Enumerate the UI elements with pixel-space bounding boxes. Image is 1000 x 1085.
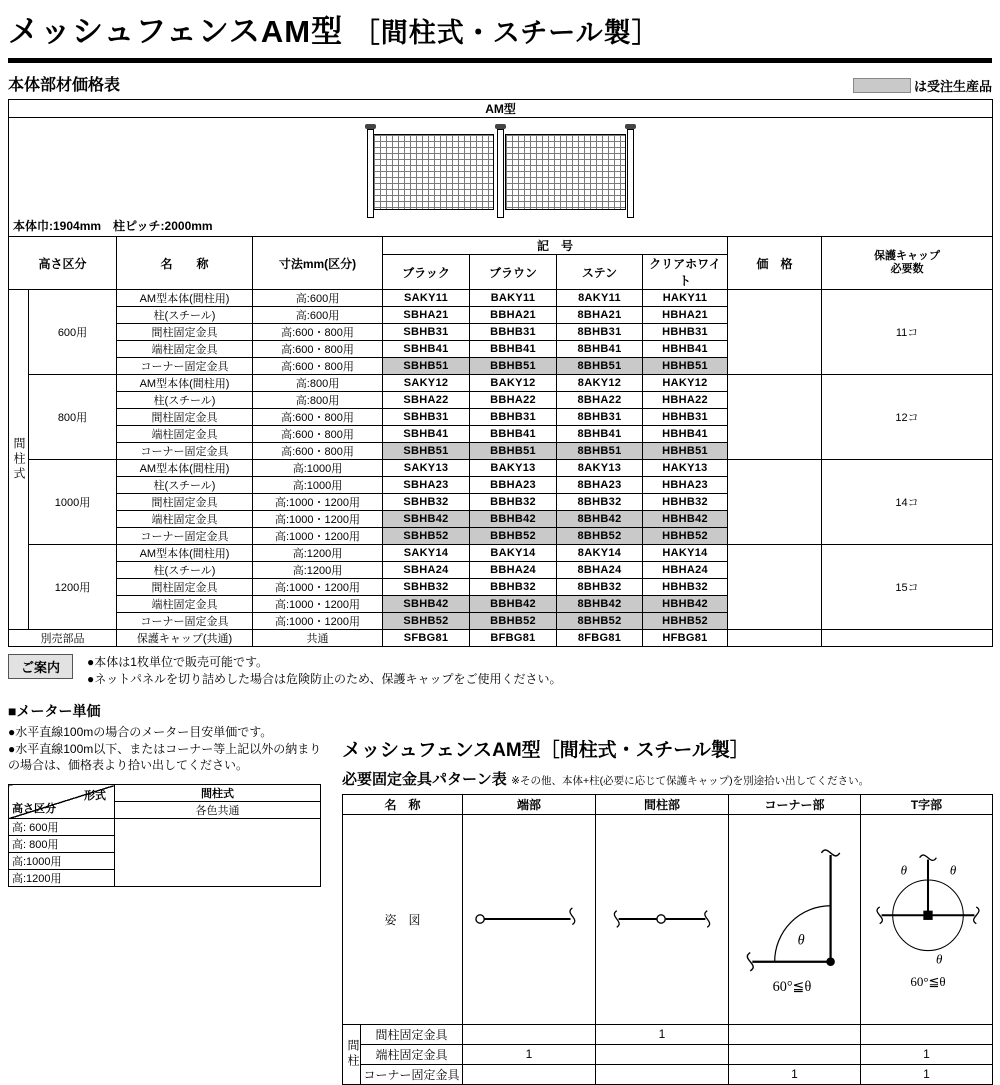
col-height-header: 高さ区分 — [9, 237, 117, 290]
product-code: 8BHA24 — [557, 562, 643, 579]
product-code: BBHB41 — [470, 341, 557, 358]
meter-price-cell — [115, 819, 321, 887]
product-code: SBHA23 — [383, 477, 470, 494]
col-name-header: 名 称 — [117, 237, 253, 290]
corner-part-diagram-cell — [729, 814, 861, 1024]
meter-diagonal-header — [9, 785, 115, 819]
product-code: BBHB42 — [470, 596, 557, 613]
part-size: 高:600・800用 — [253, 409, 383, 426]
part-size: 高:600・800用 — [253, 324, 383, 341]
product-code: 8AKY14 — [557, 545, 643, 562]
product-code: HBHA21 — [643, 307, 728, 324]
angle-constraint-label: 60°≦θ — [910, 974, 946, 990]
theta-label: θ — [949, 862, 957, 878]
part-name: AM型本体(間柱用) — [117, 290, 253, 307]
part-size: 共通 — [253, 630, 383, 647]
part-name: 柱(スチール) — [117, 392, 253, 409]
product-code: SAKY13 — [383, 460, 470, 477]
height-category: 1200用 — [29, 545, 117, 630]
part-size: 高:600・800用 — [253, 358, 383, 375]
part-size: 高:1000用 — [253, 477, 383, 494]
meter-table — [8, 784, 321, 887]
part-size: 高:600用 — [253, 307, 383, 324]
col-price-header: 価 格 — [728, 237, 822, 290]
bottom-section — [8, 701, 992, 1085]
pattern-part-name: 端柱固定金具 — [361, 1044, 463, 1064]
product-code: 8BHB32 — [557, 579, 643, 596]
product-code: 8BHB51 — [557, 358, 643, 375]
pattern-side-label-cell — [343, 1024, 361, 1084]
pattern-qty: 1 — [729, 1064, 861, 1084]
part-name: 端柱固定金具 — [117, 341, 253, 358]
page-title — [8, 6, 992, 63]
meter-items — [8, 724, 326, 774]
mid-part-diagram-cell — [596, 814, 729, 1024]
guide-item: ●本体は1枚単位で販売可能です。 — [87, 655, 268, 669]
price-table-label: 本体部材価格表 — [8, 77, 121, 94]
part-name: 端柱固定金具 — [117, 511, 253, 528]
product-code: BBHB51 — [470, 358, 557, 375]
fence-illustration — [365, 124, 637, 220]
price-table — [8, 99, 993, 647]
part-size: 高:800用 — [253, 392, 383, 409]
price-row — [9, 545, 993, 562]
product-code: HBHB42 — [643, 596, 728, 613]
product-code: 8BHB42 — [557, 596, 643, 613]
product-code: BAKY13 — [470, 460, 557, 477]
fence-post — [627, 129, 634, 218]
t-part-diagram-cell — [861, 814, 993, 1024]
product-code: HBHA23 — [643, 477, 728, 494]
meter-height-label: 高: 600用 — [9, 819, 115, 836]
product-code: HBHB41 — [643, 426, 728, 443]
product-code: SBHB42 — [383, 511, 470, 528]
product-code: SBHB32 — [383, 494, 470, 511]
product-code: 8BHB51 — [557, 443, 643, 460]
product-code: BAKY12 — [470, 375, 557, 392]
fence-illustration-cell — [9, 118, 993, 237]
pattern-qty — [463, 1024, 596, 1044]
guide-items — [87, 654, 562, 689]
made-to-order-legend — [853, 76, 992, 95]
meter-subheader: 各色共通 — [115, 802, 321, 819]
product-code: BBHB31 — [470, 324, 557, 341]
product-code: HFBG81 — [643, 630, 728, 647]
product-code: BBHB52 — [470, 613, 557, 630]
part-size: 高:800用 — [253, 375, 383, 392]
part-name: 間柱固定金具 — [117, 324, 253, 341]
price-row — [9, 375, 993, 392]
end-part-diagram-icon — [469, 895, 589, 943]
product-code: 8AKY11 — [557, 290, 643, 307]
height-category: 1000用 — [29, 460, 117, 545]
col-cap-header-line2: 必要数 — [890, 263, 924, 275]
product-code: HAKY13 — [643, 460, 728, 477]
height-category: 800用 — [29, 375, 117, 460]
extra-parts-row — [9, 630, 993, 647]
meter-height-label: 高:1200用 — [9, 870, 115, 887]
part-size: 高:600・800用 — [253, 426, 383, 443]
price-cell — [728, 630, 822, 647]
price-cell — [728, 375, 822, 460]
product-code: HAKY11 — [643, 290, 728, 307]
product-code: HBHB41 — [643, 341, 728, 358]
pattern-qty — [729, 1044, 861, 1064]
fence-post-cap — [365, 124, 376, 129]
fence-post — [497, 129, 504, 218]
product-code: SAKY11 — [383, 290, 470, 307]
page-title-main: メッシュフェンスAM型 — [8, 14, 344, 49]
price-cell — [728, 290, 822, 375]
fence-post-cap — [495, 124, 506, 129]
theta-label: θ — [900, 862, 908, 878]
pattern-col-corner-header: コーナー部 — [729, 794, 861, 814]
part-size: 高:1000・1200用 — [253, 596, 383, 613]
cap-count: 15コ — [822, 545, 993, 630]
made-to-order-text: は受注生産品 — [913, 79, 992, 94]
col-clearwhite-header: クリアホワイト — [643, 255, 728, 290]
product-code: BBHB32 — [470, 494, 557, 511]
product-code: SBHB32 — [383, 579, 470, 596]
part-size: 高:600用 — [253, 290, 383, 307]
product-code: BBHB52 — [470, 528, 557, 545]
cap-count: 12コ — [822, 375, 993, 460]
meter-corner-bottom-label: 高さ区分 — [12, 803, 56, 816]
made-to-order-swatch-icon — [853, 78, 911, 93]
part-size: 高:1200用 — [253, 545, 383, 562]
part-name: 保護キャップ(共通) — [117, 630, 253, 647]
meter-col-header: 間柱式 — [115, 785, 321, 802]
pattern-qty: 1 — [861, 1044, 993, 1064]
subheader-row — [8, 72, 992, 95]
product-code: HBHA24 — [643, 562, 728, 579]
product-code: SBHA21 — [383, 307, 470, 324]
product-code: SBHA22 — [383, 392, 470, 409]
product-code: BFBG81 — [470, 630, 557, 647]
meter-section — [8, 701, 326, 887]
product-code: SBHB51 — [383, 443, 470, 460]
part-size: 高:1000用 — [253, 460, 383, 477]
product-code: HBHA22 — [643, 392, 728, 409]
part-name: AM型本体(間柱用) — [117, 375, 253, 392]
pattern-qty: 1 — [463, 1044, 596, 1064]
cap-count: 11コ — [822, 290, 993, 375]
product-code: BBHA23 — [470, 477, 557, 494]
meter-height-label: 高:1000用 — [9, 853, 115, 870]
product-code: BAKY14 — [470, 545, 557, 562]
part-name: 端柱固定金具 — [117, 426, 253, 443]
product-code: SBHB31 — [383, 409, 470, 426]
part-name: 間柱固定金具 — [117, 579, 253, 596]
meter-row — [9, 819, 321, 836]
side-label: 間柱式 — [12, 437, 26, 482]
product-code: SFBG81 — [383, 630, 470, 647]
product-code: SBHB31 — [383, 324, 470, 341]
t-part-diagram-icon — [863, 834, 993, 1004]
part-name: AM型本体(間柱用) — [117, 460, 253, 477]
part-size: 高:1000・1200用 — [253, 511, 383, 528]
product-code: HBHB32 — [643, 494, 728, 511]
product-code: 8FBG81 — [557, 630, 643, 647]
pattern-col-end-header: 端部 — [463, 794, 596, 814]
part-size: 高:1000・1200用 — [253, 494, 383, 511]
pattern-section — [342, 735, 993, 1085]
guide-label: ご案内 — [8, 654, 73, 679]
part-name: 柱(スチール) — [117, 307, 253, 324]
part-size: 高:1200用 — [253, 562, 383, 579]
theta-label: θ — [797, 932, 805, 949]
part-name: コーナー固定金具 — [117, 613, 253, 630]
product-code: 8BHB41 — [557, 341, 643, 358]
part-size: 高:1000・1200用 — [253, 613, 383, 630]
extra-parts-label: 別売部品 — [9, 630, 117, 647]
col-black-header: ブラック — [383, 255, 470, 290]
page-title-sub: ［間柱式・スチール製］ — [352, 18, 660, 48]
end-part-diagram-cell — [463, 814, 596, 1024]
dimensions-note: 本体巾:1904mm 柱ピッチ:2000mm — [13, 219, 213, 233]
col-brown-header: ブラウン — [470, 255, 557, 290]
product-code: 8BHB31 — [557, 409, 643, 426]
pattern-subtitle-note: ※その他、本体+柱(必要に応じて保護キャップ)を別途拾い出してください。 — [511, 774, 870, 787]
corner-part-diagram-icon — [734, 834, 856, 1004]
catalog-page — [8, 6, 992, 1085]
pattern-side-label: 間柱 — [346, 1039, 360, 1070]
col-size-header: 寸法mm(区分) — [253, 237, 383, 290]
pattern-qty: 1 — [596, 1024, 729, 1044]
pattern-col-name-header: 名 称 — [343, 794, 463, 814]
product-code: 8BHA21 — [557, 307, 643, 324]
meter-corner-top-label: 形式 — [84, 790, 106, 803]
meter-title: ■メーター単価 — [8, 702, 101, 719]
part-size: 高:1000・1200用 — [253, 528, 383, 545]
product-code: BBHB41 — [470, 426, 557, 443]
part-size: 高:600・800用 — [253, 341, 383, 358]
cap-count — [822, 630, 993, 647]
angle-constraint-label: 60°≦θ — [772, 979, 811, 996]
col-stain-header: ステン — [557, 255, 643, 290]
product-code: SBHB41 — [383, 426, 470, 443]
product-code: BBHB32 — [470, 579, 557, 596]
product-code: 8BHB52 — [557, 613, 643, 630]
meter-item: ●水平直線100mの場合のメーター目安単価です。 — [8, 724, 273, 739]
product-code: SBHB41 — [383, 341, 470, 358]
cap-count: 14コ — [822, 460, 993, 545]
part-name: 間柱固定金具 — [117, 494, 253, 511]
fence-panel — [505, 134, 626, 210]
product-code: 8BHB52 — [557, 528, 643, 545]
product-code: HBHB32 — [643, 579, 728, 596]
price-row — [9, 460, 993, 477]
fence-post — [367, 129, 374, 218]
part-name: コーナー固定金具 — [117, 443, 253, 460]
part-name: 端柱固定金具 — [117, 596, 253, 613]
col-cap-header-line1: 保護キャップ — [874, 249, 941, 262]
product-code: BBHB31 — [470, 409, 557, 426]
side-label-cell — [9, 290, 29, 630]
product-code: HBHB52 — [643, 613, 728, 630]
guide-item: ●ネットパネルを切り詰めした場合は危険防止のため、保護キャップをご使用ください。 — [87, 672, 562, 687]
model-header: AM型 — [9, 100, 993, 118]
fence-panel — [373, 134, 494, 210]
product-code: SBHB52 — [383, 528, 470, 545]
product-code: 8BHB42 — [557, 511, 643, 528]
part-name: 柱(スチール) — [117, 477, 253, 494]
price-row — [9, 290, 993, 307]
product-code: 8BHB32 — [557, 494, 643, 511]
product-code: SAKY14 — [383, 545, 470, 562]
product-code: SBHB52 — [383, 613, 470, 630]
product-code: HBHB31 — [643, 409, 728, 426]
pattern-part-name: 間柱固定金具 — [361, 1024, 463, 1044]
product-code: HBHB51 — [643, 443, 728, 460]
product-code: 8AKY13 — [557, 460, 643, 477]
meter-height-label: 高: 800用 — [9, 836, 115, 853]
price-cell — [728, 545, 822, 630]
product-code: HBHB31 — [643, 324, 728, 341]
product-code: HBHB51 — [643, 358, 728, 375]
theta-label: θ — [935, 951, 943, 967]
product-code: 8BHA23 — [557, 477, 643, 494]
col-cap-header — [822, 237, 993, 290]
product-code: SBHB42 — [383, 596, 470, 613]
pattern-qty — [729, 1024, 861, 1044]
product-code: 8AKY12 — [557, 375, 643, 392]
part-name: AM型本体(間柱用) — [117, 545, 253, 562]
product-code: 8BHB41 — [557, 426, 643, 443]
height-category: 600用 — [29, 290, 117, 375]
product-code: BBHA22 — [470, 392, 557, 409]
pattern-qty — [861, 1024, 993, 1044]
product-code: BBHA21 — [470, 307, 557, 324]
pattern-table — [342, 794, 993, 1085]
product-code: 8BHA22 — [557, 392, 643, 409]
mid-part-diagram-icon — [602, 895, 722, 943]
part-name: 柱(スチール) — [117, 562, 253, 579]
pattern-title: メッシュフェンスAM型［間柱式・スチール製］ — [342, 739, 749, 761]
product-code: 8BHB31 — [557, 324, 643, 341]
part-name: 間柱固定金具 — [117, 409, 253, 426]
pattern-subtitle-row — [342, 768, 993, 789]
product-code: BBHB42 — [470, 511, 557, 528]
price-cell — [728, 460, 822, 545]
pattern-col-mid-header: 間柱部 — [596, 794, 729, 814]
part-size: 高:1000・1200用 — [253, 579, 383, 596]
guide-section — [8, 654, 992, 689]
part-size: 高:600・800用 — [253, 443, 383, 460]
part-name: コーナー固定金具 — [117, 358, 253, 375]
pattern-qty — [463, 1064, 596, 1084]
meter-item: ●水平直線100m以下、またはコーナー等上記以外の納まりの場合は、価格表より拾い出してください。 — [8, 741, 322, 773]
pattern-subtitle: 必要固定金具パターン表 — [342, 770, 507, 788]
product-code: HAKY14 — [643, 545, 728, 562]
pattern-col-tee-header: T字部 — [861, 794, 993, 814]
product-code: SAKY12 — [383, 375, 470, 392]
product-code: BBHA24 — [470, 562, 557, 579]
fence-post-cap — [625, 124, 636, 129]
pattern-qty — [596, 1064, 729, 1084]
product-code: BBHB51 — [470, 443, 557, 460]
product-code: BAKY11 — [470, 290, 557, 307]
product-code: HAKY12 — [643, 375, 728, 392]
pattern-qty — [596, 1044, 729, 1064]
col-code-header: 記 号 — [383, 237, 728, 255]
product-code: HBHB42 — [643, 511, 728, 528]
product-code: SBHA24 — [383, 562, 470, 579]
pattern-qty: 1 — [861, 1064, 993, 1084]
product-code: SBHB51 — [383, 358, 470, 375]
part-name: コーナー固定金具 — [117, 528, 253, 545]
figure-label: 姿 図 — [343, 814, 463, 1024]
pattern-part-name: コーナー固定金具 — [361, 1064, 463, 1084]
product-code: HBHB52 — [643, 528, 728, 545]
